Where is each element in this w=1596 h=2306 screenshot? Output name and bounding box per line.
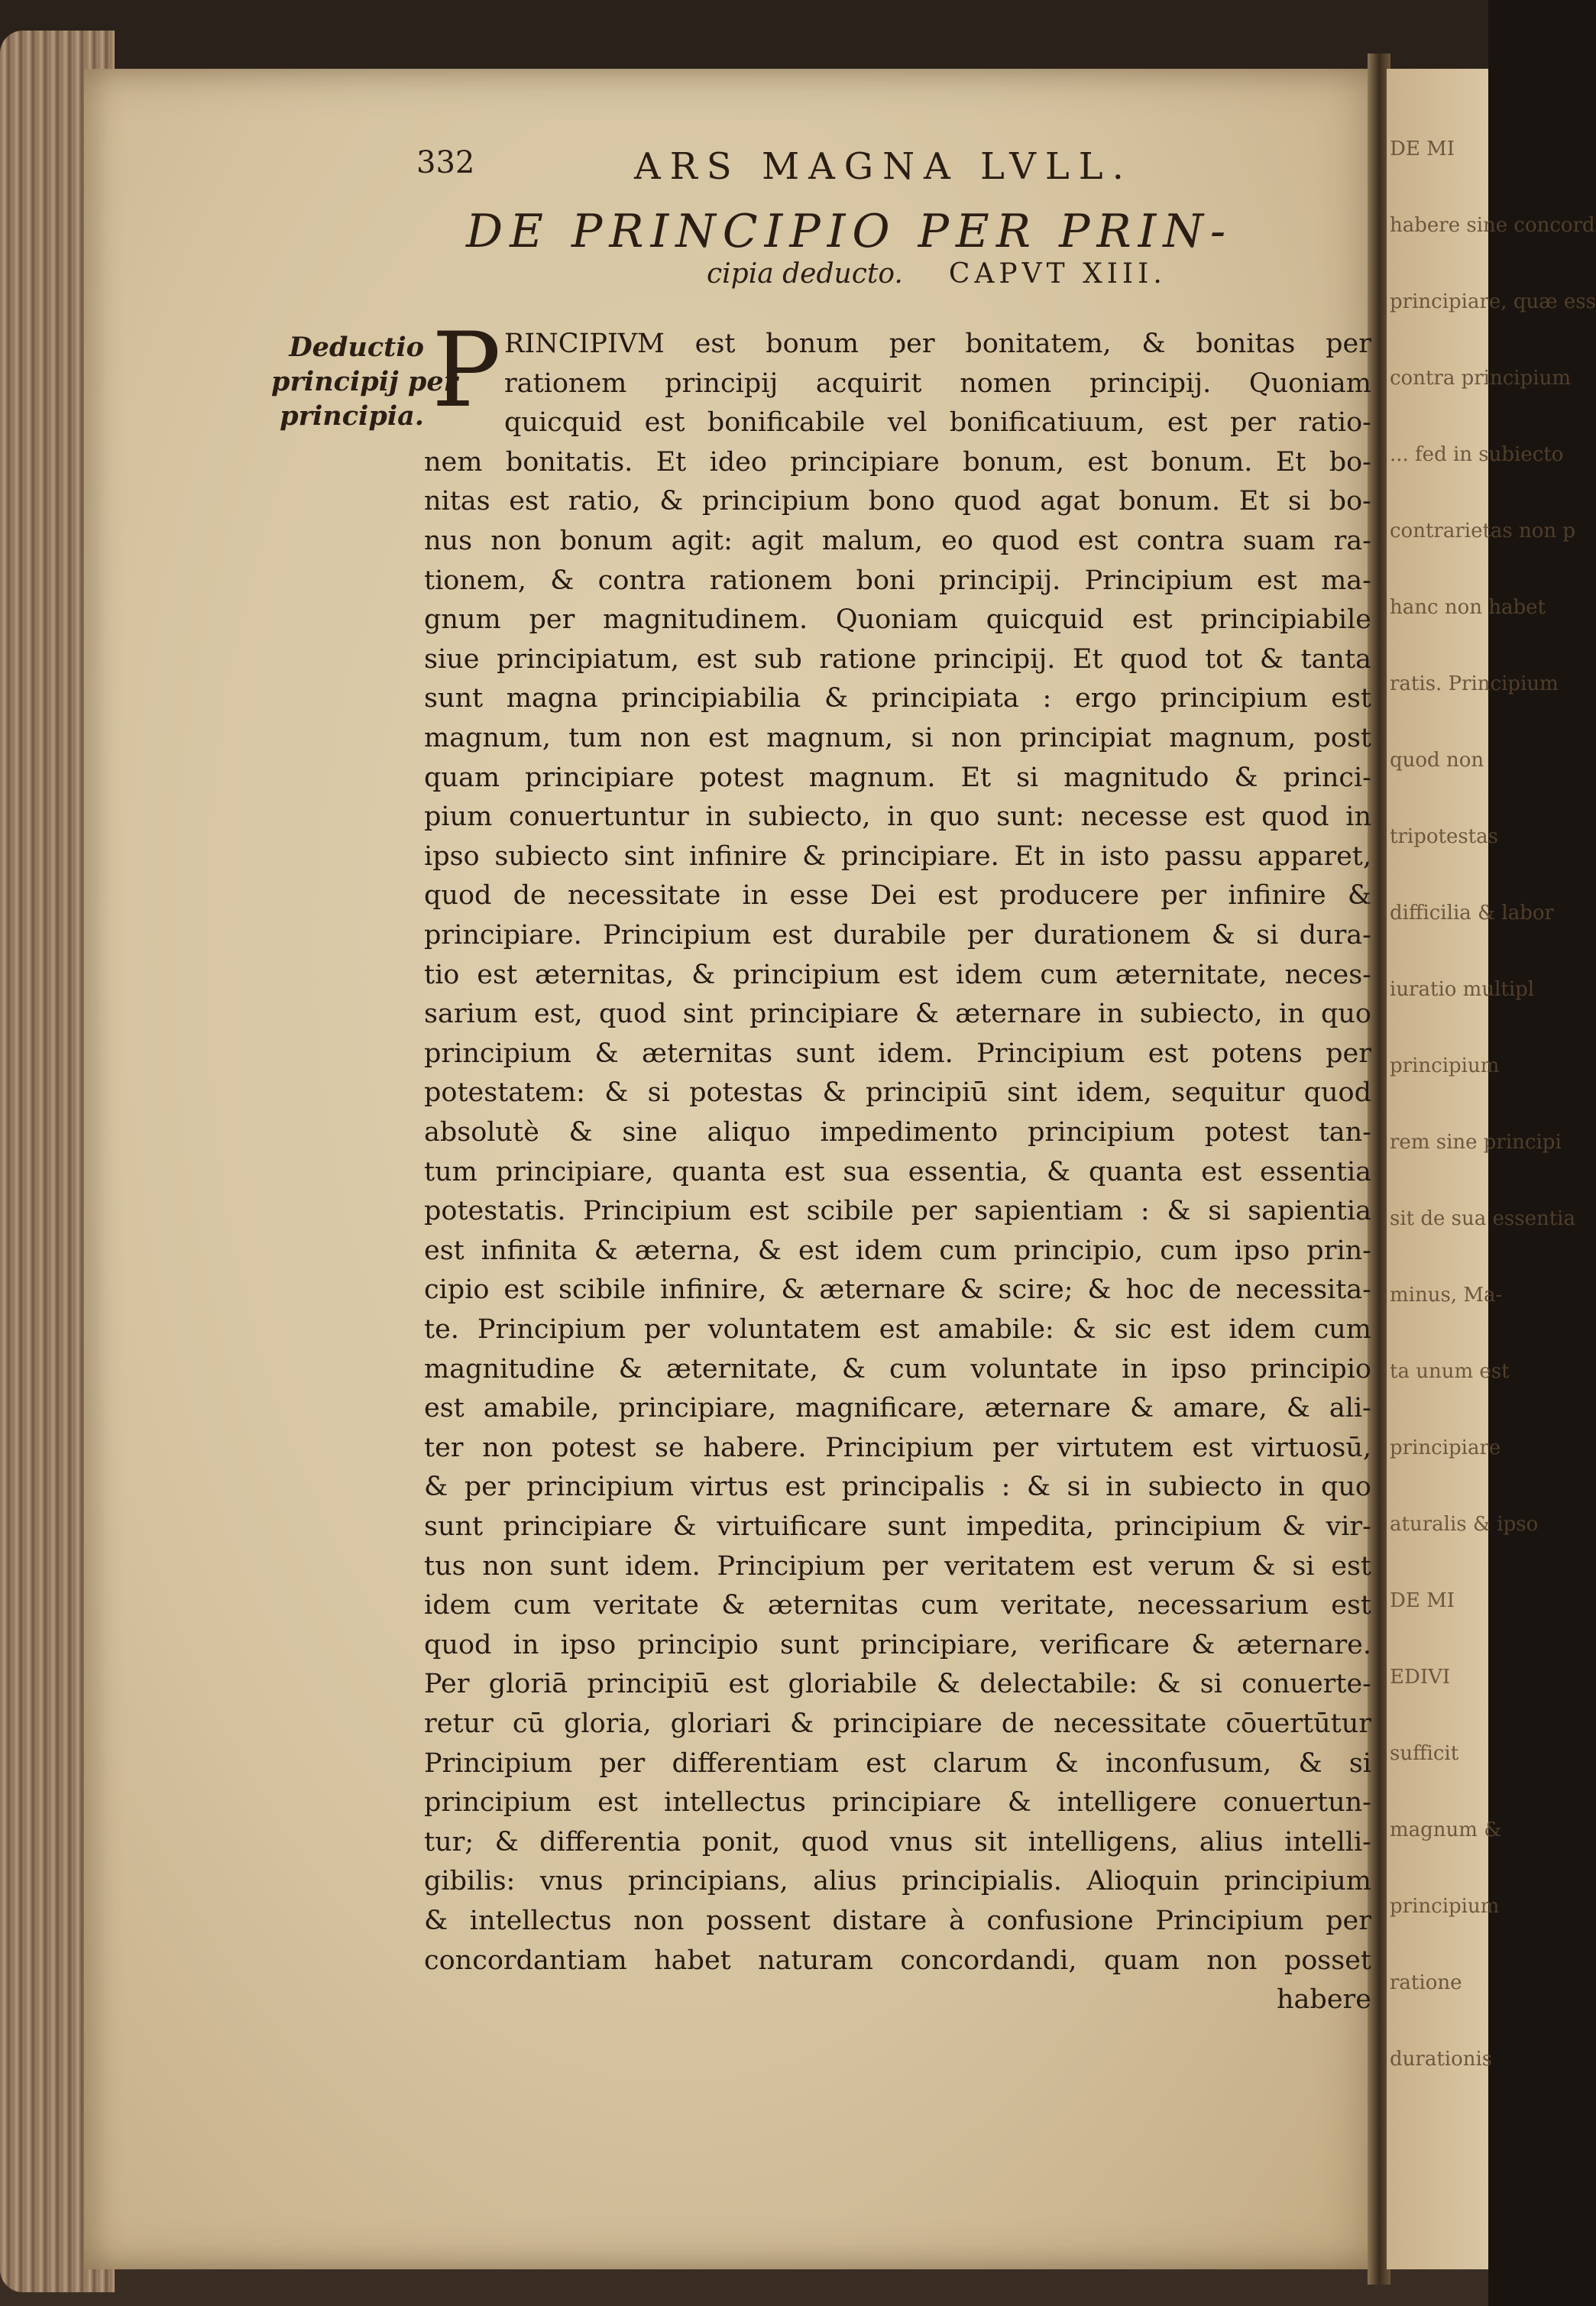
facing-page-text: iuratio multipl bbox=[1390, 978, 1535, 1001]
text-line: & intellectus non possent distare à confusione Principium per bbox=[424, 1906, 1371, 1936]
text-line: idem cum veritate & æternitas cum veritate, necessarium est bbox=[424, 1590, 1371, 1621]
text-line: tus non sunt idem. Principium per veritatem est verum & si est bbox=[424, 1551, 1371, 1582]
text-line: est infinita & æterna, & est idem cum principio, cum ipso prin- bbox=[424, 1236, 1371, 1266]
text-line: est amabile, principiare, magnificare, æternare & amare, & ali- bbox=[424, 1393, 1371, 1423]
running-head bbox=[0, 145, 1488, 199]
text-line: quicquid est bonificabile vel bonificatiuum, est per ratio- bbox=[504, 407, 1371, 438]
running-title: ARS MAGNA LVLL. bbox=[634, 145, 1133, 188]
facing-page-text: rem sine principi bbox=[1390, 1131, 1562, 1154]
facing-page-text: aturalis & ipso bbox=[1390, 1513, 1539, 1536]
text-line: gibilis: vnus principians, alius principialis. Alioquin principium bbox=[424, 1866, 1371, 1896]
text-line: & per principium virtus est principalis : & si in subiecto in quo bbox=[424, 1472, 1371, 1502]
chapter-subtitle bbox=[707, 258, 1167, 290]
text-line: potestatem: & si potestas & principiū sint idem, sequitur quod bbox=[424, 1077, 1371, 1108]
facing-page-text: durationis bbox=[1390, 2048, 1493, 2071]
text-line: habere bbox=[1277, 1984, 1371, 2015]
facing-page-text: contrarietas non p bbox=[1390, 520, 1576, 542]
marginal-note-line: principij per bbox=[271, 366, 458, 397]
page-number: 332 bbox=[416, 145, 475, 180]
text-line: principiare. Principium est durabile per durationem & si dura- bbox=[424, 920, 1371, 951]
text-line: magnitudine & æternitate, & cum voluntate in ipso principio bbox=[424, 1354, 1371, 1385]
facing-page-text: difficilia & labor bbox=[1390, 902, 1554, 925]
facing-page-text: quod non bbox=[1390, 749, 1484, 772]
text-line: principium est intellectus principiare & intelligere conuertun- bbox=[424, 1787, 1371, 1818]
text-line: sunt magna principiabilia & principiata : ergo principium est bbox=[424, 683, 1371, 714]
text-line: Per gloriā principiū est gloriabile & delectabile: & si conuerte- bbox=[424, 1669, 1371, 1699]
chapter-subtitle-italic: cipia deducto. bbox=[707, 258, 903, 290]
text-line: rationem principij acquirit nomen principij. Quoniam bbox=[504, 368, 1371, 399]
facing-page-text: habere sine concord bbox=[1390, 214, 1595, 237]
text-line: cipio est scibile infinire, & æternare & scire; & hoc de necessita- bbox=[424, 1274, 1371, 1305]
text-line: tum principiare, quanta est sua essentia, & quanta est essentia bbox=[424, 1157, 1371, 1187]
text-line: retur cū gloria, gloriari & principiare de necessitate cōuertūtur bbox=[424, 1708, 1371, 1739]
text-line: tur; & differentia ponit, quod vnus sit intelligens, alius intelli- bbox=[424, 1827, 1371, 1857]
text-line: potestatis. Principium est scibile per sapientiam : & si sapientia bbox=[424, 1196, 1371, 1226]
text-line: RINCIPIVM est bonum per bonitatem, & bonitas per bbox=[504, 329, 1371, 359]
drop-cap: P bbox=[432, 310, 501, 430]
facing-page-text: hanc non habet bbox=[1390, 596, 1546, 619]
text-line: sarium est, quod sint principiare & æternare in subiecto, in quo bbox=[424, 999, 1371, 1029]
facing-page-text: DE MI bbox=[1390, 138, 1455, 160]
facing-page-text: EDIVI bbox=[1390, 1666, 1451, 1689]
text-line: pium conuertuntur in subiecto, in quo sunt: necesse est quod in bbox=[424, 802, 1371, 832]
facing-page-text: contra principium bbox=[1390, 367, 1571, 390]
chapter-label: CAPVT XIII. bbox=[948, 258, 1167, 290]
text-line: nitas est ratio, & principium bono quod agat bonum. Et si bo- bbox=[424, 486, 1371, 517]
text-line: quam principiare potest magnum. Et si magnitudo & princi- bbox=[424, 763, 1371, 793]
text-line: tio est æternitas, & principium est idem cum æternitate, neces- bbox=[424, 960, 1371, 990]
text-line: gnum per magnitudinem. Quoniam quicquid est principiabile bbox=[424, 604, 1371, 635]
text-line: te. Principium per voluntatem est amabile: & sic est idem cum bbox=[424, 1314, 1371, 1345]
facing-page-text: sit de sua essentia bbox=[1390, 1207, 1575, 1230]
facing-page-text: magnum & bbox=[1390, 1819, 1502, 1841]
facing-page-text: tripotestas bbox=[1390, 825, 1498, 848]
text-line: ter non potest se habere. Principium per virtutem est virtuosū, bbox=[424, 1433, 1371, 1463]
marginal-note bbox=[271, 330, 458, 433]
text-line: nem bonitatis. Et ideo principiare bonum, est bonum. Et bo- bbox=[424, 447, 1371, 478]
text-line: sunt principiare & virtuificare sunt impedita, principium & vir- bbox=[424, 1511, 1371, 1542]
facing-page-text: ratione bbox=[1390, 1971, 1462, 1994]
text-line: absolutè & sine aliquo impedimento principium potest tan- bbox=[424, 1117, 1371, 1148]
facing-page-text: ratis. Principium bbox=[1390, 672, 1559, 695]
facing-page-text: principiare, quæ ess bbox=[1390, 290, 1596, 313]
text-line: tionem, & contra rationem boni principij. Principium est ma- bbox=[424, 565, 1371, 596]
facing-page-text: sufficit bbox=[1390, 1742, 1459, 1765]
marginal-note-line: principia. bbox=[280, 400, 424, 432]
text-line: siue principiatum, est sub ratione principij. Et quod tot & tanta bbox=[424, 644, 1371, 675]
facing-page-text: DE MI bbox=[1390, 1589, 1455, 1612]
text-line: principium & æternitas sunt idem. Principium est potens per bbox=[424, 1038, 1371, 1069]
text-line: ipso subiecto sint infinire & principiare. Et in isto passu apparet, bbox=[424, 841, 1371, 872]
facing-page-text: ... fed in subiecto bbox=[1390, 443, 1564, 466]
text-line: magnum, tum non est magnum, si non principiat magnum, post bbox=[424, 723, 1371, 753]
facing-page-text: minus, Ma- bbox=[1390, 1284, 1503, 1307]
chapter-title: DE PRINCIPIO PER PRIN- bbox=[466, 205, 1233, 258]
facing-page-text: ta unum est bbox=[1390, 1360, 1510, 1383]
marginal-note-line: Deductio bbox=[289, 332, 424, 363]
text-line: nus non bonum agit: agit malum, eo quod est contra suam ra- bbox=[424, 526, 1371, 556]
facing-page-fragment bbox=[1387, 69, 1596, 2269]
facing-page-text: principium bbox=[1390, 1895, 1500, 1918]
text-line: Principium per differentiam est clarum & inconfusum, & si bbox=[424, 1748, 1371, 1779]
text-line: quod de necessitate in esse Dei est producere per infinire & bbox=[424, 880, 1371, 911]
text-line: quod in ipso principio sunt principiare, verificare & æternare. bbox=[424, 1630, 1371, 1660]
text-line: concordantiam habet naturam concordandi, quam non posset bbox=[424, 1945, 1371, 1976]
facing-page-text: principiare bbox=[1390, 1436, 1501, 1459]
facing-page-text: principium bbox=[1390, 1054, 1500, 1077]
